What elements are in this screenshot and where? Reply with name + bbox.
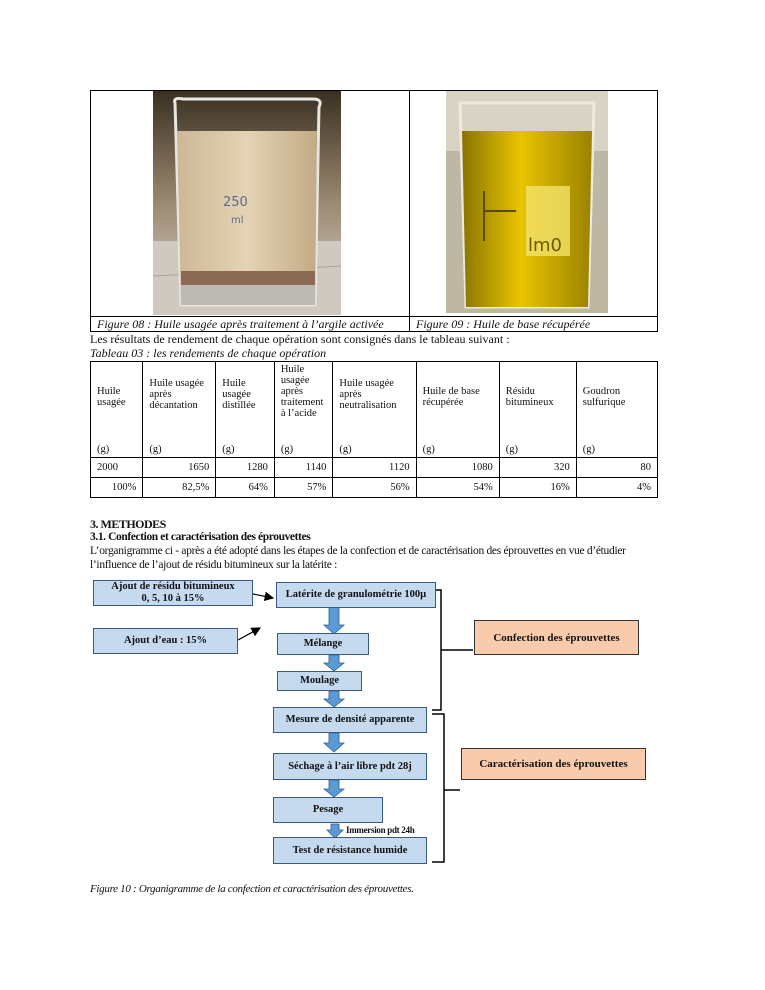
box-ajout-residu	[93, 580, 253, 606]
table-cell: 64%	[216, 478, 275, 498]
box-ajout-residu-line2: 0, 5, 10 à 15%	[141, 593, 205, 604]
unit-cell: (g)	[339, 444, 352, 455]
box-melange: Mélange	[277, 633, 369, 655]
header-cell: Huile usagée après traitement à l’acide	[280, 364, 324, 419]
figure-09-caption: Figure 09 : Huile de base récupérée	[416, 317, 591, 331]
header-cell: Huile usagée	[97, 386, 126, 408]
table-cell: 1120	[333, 458, 416, 478]
box-sechage: Séchage à l’air libre pdt 28j	[273, 753, 427, 780]
section-heading: 3. METHODES	[90, 517, 166, 531]
table-cell: 4%	[576, 478, 657, 498]
header-cell: Huile usagée après neutralisation	[339, 378, 397, 411]
beaker-volume-label: 250	[223, 195, 248, 210]
table-cell: 1280	[216, 458, 275, 478]
table-cell: 2000	[91, 458, 143, 478]
box-ajout-residu-line1: Ajout de résidu bitumineux	[111, 581, 235, 593]
header-cell: Huile usagée distillée	[222, 378, 256, 411]
arrow-eau	[238, 628, 260, 640]
box-mesure-densite: Mesure de densité apparente	[273, 707, 427, 733]
unit-cell: (g)	[422, 444, 435, 455]
table-cell: 1080	[416, 458, 499, 478]
section-paragraph-line-1: L’organigramme ci - après a été adopté dans les étapes de la confection et de caractérisation des éprouvettes en vue d’étudier	[90, 545, 626, 557]
box-laterite: Latérite de granulométrie 100µ	[276, 582, 436, 608]
box-moulage: Moulage	[277, 671, 362, 691]
brace-confection	[432, 590, 473, 710]
beaker-marking: lm0	[528, 235, 562, 256]
box-confection: Confection des éprouvettes	[474, 620, 639, 655]
header-cell: Huile usagée après décantation	[149, 378, 204, 411]
unit-cell: (g)	[280, 444, 294, 455]
unit-cell: (g)	[222, 444, 235, 455]
unit-cell: (g)	[97, 444, 110, 455]
figure-10-caption: Figure 10 : Organigramme de la confection et caractérisation des éprouvettes.	[90, 883, 414, 895]
box-ajout-eau: Ajout d’eau : 15%	[93, 628, 238, 654]
brace-caracterisation	[432, 714, 460, 862]
table-cell: 57%	[274, 478, 333, 498]
table-cell: 80	[576, 458, 657, 478]
section-subheading: 3.1. Confection et caractérisation des éprouvettes	[90, 531, 311, 543]
unit-cell: (g)	[149, 444, 162, 455]
table-cell: 54%	[416, 478, 499, 498]
table-cell: 1650	[143, 458, 216, 478]
box-caracterisation: Caractérisation des éprouvettes	[461, 748, 646, 780]
table-cell: 100%	[91, 478, 143, 498]
table-cell: 320	[499, 458, 576, 478]
table-title: Tableau 03 : les rendements de chaque opération	[90, 346, 327, 360]
section-paragraph-line-2: l’influence de l’ajout de résidu bitumineux sur la latérite :	[90, 559, 338, 571]
unit-cell: (g)	[505, 444, 519, 455]
table-cell: 16%	[499, 478, 576, 498]
table-cell: 1140	[274, 458, 333, 478]
box-pesage: Pesage	[273, 797, 383, 823]
intro-text: Les résultats de rendement de chaque opération sont consignés dans le tableau suivant :	[90, 332, 510, 346]
header-cell: Goudron sulfurique	[582, 386, 626, 408]
header-cell: Huile de base récupérée	[422, 386, 480, 408]
table-cell: 82,5%	[143, 478, 216, 498]
box-test-resistance: Test de résistance humide	[273, 837, 427, 864]
beaker-unit-label: ml	[231, 215, 244, 226]
immersion-label: Immersion pdt 24h	[346, 825, 415, 835]
table-cell: 56%	[333, 478, 416, 498]
arrow-residu	[253, 594, 273, 598]
unit-cell: (g)	[582, 444, 596, 455]
figure-08-caption: Figure 08 : Huile usagée après traitement à l’argile activée	[97, 317, 384, 331]
header-cell: Résidu bitumineux	[505, 386, 554, 408]
